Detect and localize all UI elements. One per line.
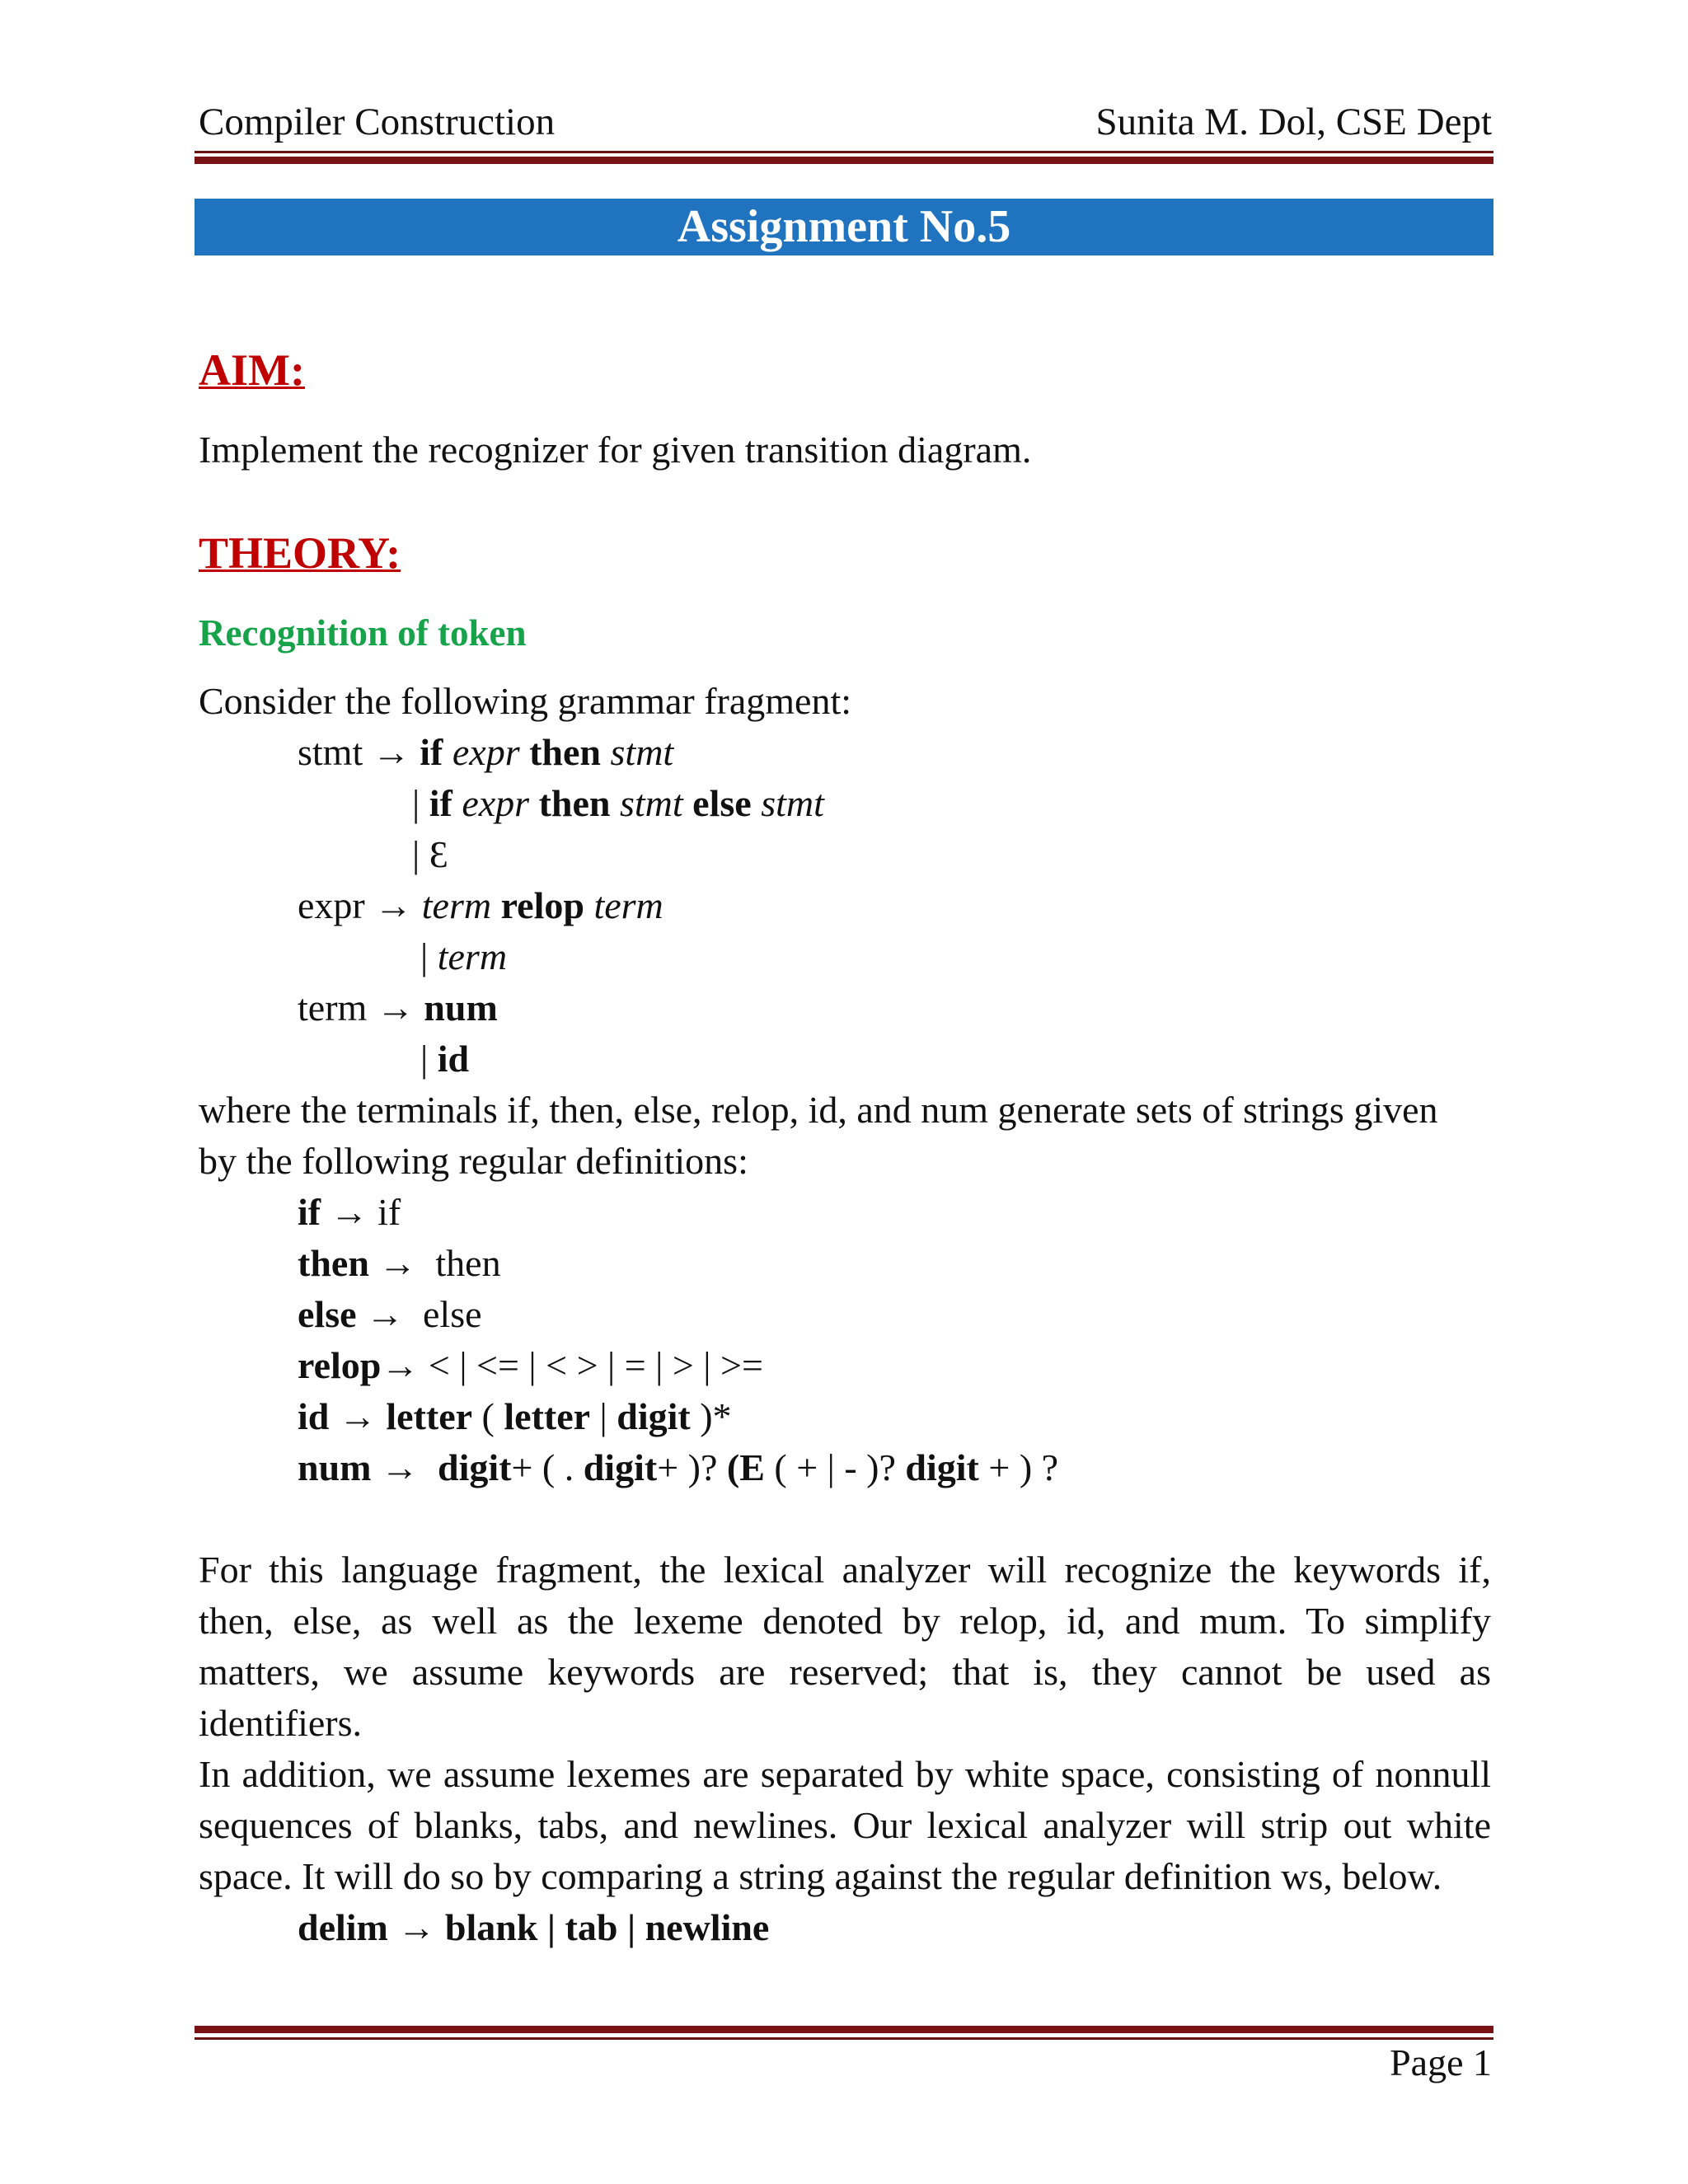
def-num-part: ( + | - )? <box>764 1446 906 1488</box>
def-id-bar: | <box>590 1395 617 1437</box>
def-id-letter: letter <box>504 1395 591 1437</box>
def-num-part: + ( . <box>511 1446 584 1488</box>
def-id-paren: ( <box>472 1395 504 1437</box>
kw-else: else <box>692 782 752 824</box>
def-id-letter: letter <box>386 1395 473 1437</box>
def-if <box>298 1187 401 1238</box>
kw-then: then <box>538 782 611 824</box>
expr-lhs: expr → <box>298 884 413 926</box>
def-then-rhs: → then <box>378 1242 501 1284</box>
kw-then: then <box>529 731 602 773</box>
stmt-lhs: stmt → <box>298 731 410 773</box>
def-id-tail: )* <box>690 1395 732 1437</box>
paragraph-keywords <box>199 1544 1491 1749</box>
alt-bar: | <box>412 782 420 824</box>
def-else <box>298 1289 482 1340</box>
paragraph-line: matters, we assume keywords are reserved; that is, they cannot be used as <box>199 1651 1491 1693</box>
kw-id: id <box>437 1038 470 1080</box>
alt-bar: | <box>412 833 420 875</box>
kw-relop: relop <box>500 884 584 926</box>
kw-num: num <box>424 987 498 1029</box>
footer-rule-thick <box>195 2026 1493 2033</box>
def-if-lhs: if <box>298 1191 321 1233</box>
kw-if: if <box>429 782 452 824</box>
def-then-lhs: then <box>298 1242 369 1284</box>
def-num-digit: digit <box>583 1446 658 1488</box>
alt-bar: | <box>420 1038 429 1080</box>
def-delim: delim → blank | tab | newline <box>298 1906 770 1948</box>
nt-stmt: stmt <box>619 782 683 824</box>
def-else-lhs: else <box>298 1293 357 1335</box>
kw-if: if <box>420 731 443 773</box>
where-line-1: where the terminals if, then, else, relop, id, and num generate sets of strings given <box>199 1089 1438 1131</box>
section-subheading: Recognition of token <box>199 612 527 654</box>
nt-stmt: stmt <box>610 731 674 773</box>
paragraph-line: In addition, we assume lexemes are separated by white space, consisting of nonnull <box>199 1753 1491 1795</box>
def-if-rhs: → if <box>330 1191 401 1233</box>
paragraph-line: then, else, as well as the lexeme denoted by relop, id, and mum. To simplify <box>199 1600 1491 1642</box>
def-num-part: + ) ? <box>978 1446 1059 1488</box>
where-line-2: by the following regular definitions: <box>199 1140 748 1182</box>
grammar-line-stmt-2 <box>412 778 824 829</box>
header-rule-thick <box>195 157 1493 164</box>
nt-term: term <box>437 935 508 977</box>
grammar-line-term-1 <box>298 982 498 1033</box>
header-rule-thin <box>195 151 1493 153</box>
def-id-digit: digit <box>617 1395 691 1437</box>
paragraph-line: sequences of blanks, tabs, and newlines. Our lexical analyzer will strip out white <box>199 1804 1491 1846</box>
grammar-intro: Consider the following grammar fragment: <box>199 680 852 722</box>
paragraph-line: For this language fragment, the lexical analyzer will recognize the keywords if, <box>199 1549 1491 1591</box>
paragraph-line: space. It will do so by comparing a string against the regular definition ws, below. <box>199 1855 1442 1897</box>
nt-expr: expr <box>462 782 530 824</box>
def-relop-lhs: relop <box>298 1344 382 1386</box>
grammar-line-stmt-3 <box>412 829 448 880</box>
def-then <box>298 1238 501 1289</box>
grammar-line-term-2 <box>420 1033 469 1085</box>
header-course-title: Compiler Construction <box>199 101 556 143</box>
aim-text: Implement the recognizer for given transition diagram. <box>199 429 1032 471</box>
def-else-rhs: → else <box>366 1293 482 1335</box>
def-id-lhs: id → <box>298 1395 377 1437</box>
epsilon-symbol: Ɛ <box>429 833 448 875</box>
def-relop <box>298 1340 763 1391</box>
paragraph-line: identifiers. <box>199 1702 362 1744</box>
def-num <box>298 1442 1058 1493</box>
footer-rule-thin <box>195 2037 1493 2040</box>
page-number: Page 1 <box>1390 2041 1492 2083</box>
nt-term: term <box>593 884 663 926</box>
term-lhs: term → <box>298 987 415 1029</box>
nt-term: term <box>421 884 492 926</box>
paragraph-whitespace <box>199 1749 1491 1902</box>
grammar-line-stmt-1 <box>298 727 673 778</box>
theory-heading: THEORY: <box>199 528 401 578</box>
def-num-digit: digit <box>905 1446 979 1488</box>
def-num-lhs: num → <box>298 1446 419 1488</box>
nt-stmt: stmt <box>761 782 824 824</box>
assignment-title-banner: Assignment No.5 <box>195 199 1493 255</box>
def-num-part: + )? <box>657 1446 727 1488</box>
def-num-digit: digit <box>437 1446 512 1488</box>
def-num-exponent: (E <box>726 1446 765 1488</box>
def-id <box>298 1391 732 1442</box>
def-relop-rhs: → < | <= | < > | = | > | >= <box>381 1344 763 1386</box>
aim-heading: AIM: <box>199 345 305 395</box>
alt-bar: | <box>420 935 429 977</box>
nt-expr: expr <box>452 731 520 773</box>
grammar-line-expr-1 <box>298 880 663 931</box>
header-author: Sunita M. Dol, CSE Dept <box>1095 101 1492 143</box>
grammar-line-expr-2 <box>420 931 507 982</box>
